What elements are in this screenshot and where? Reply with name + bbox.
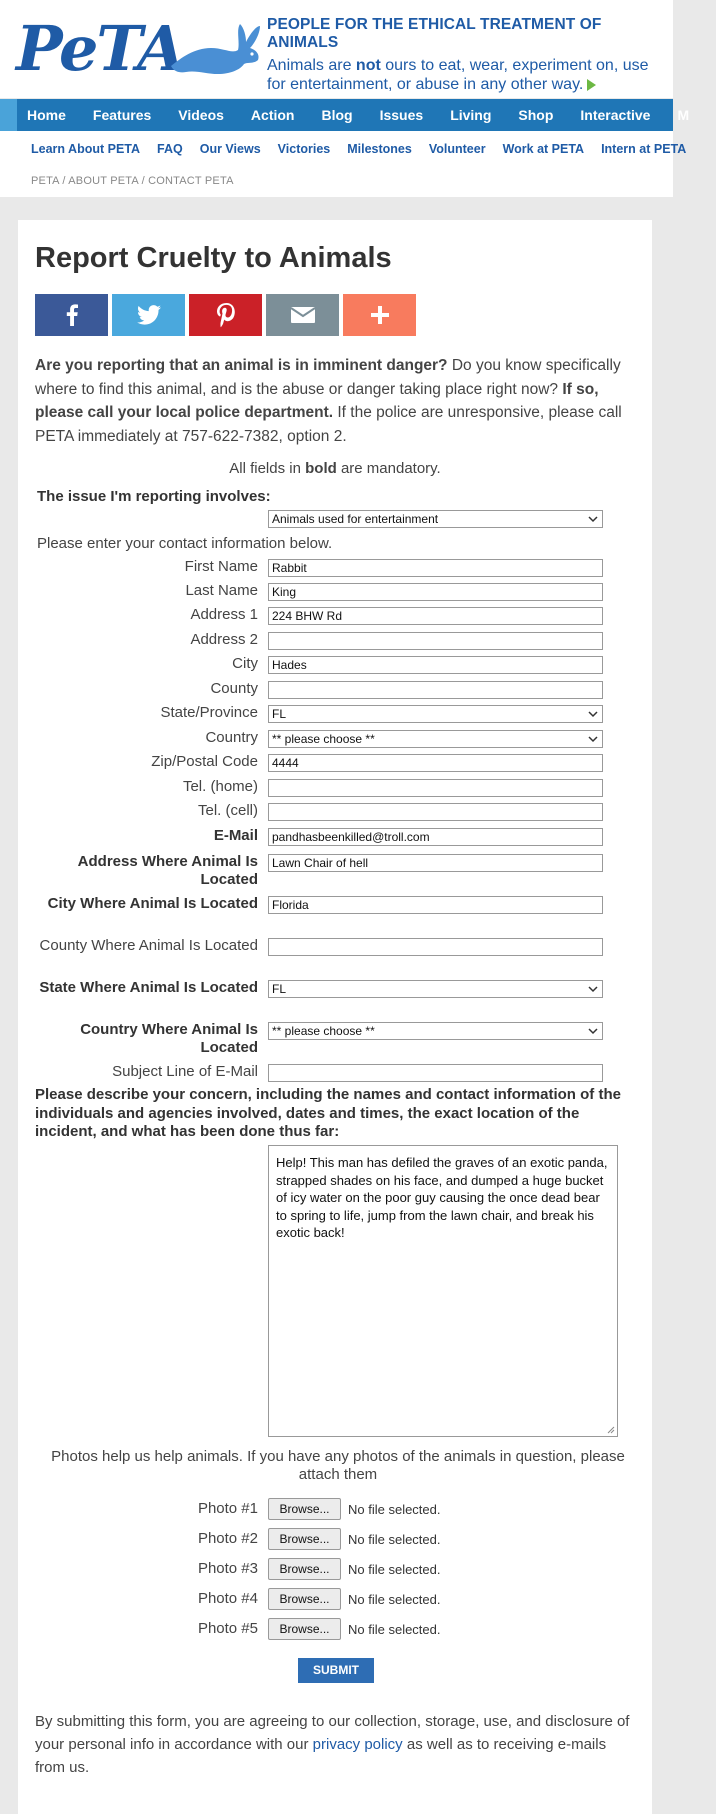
play-arrow-icon[interactable] <box>587 79 596 91</box>
state-select[interactable] <box>268 705 603 723</box>
bunny-icon <box>166 18 266 78</box>
tel-home-label: Tel. (home) <box>182 778 258 795</box>
subnav-item-views[interactable]: Our Views <box>199 142 261 156</box>
first-name-label: First Name <box>184 558 258 575</box>
nav-item-issues[interactable]: Issues <box>379 107 424 123</box>
tagline-subtitle[interactable] <box>267 56 667 94</box>
nav-item-features[interactable]: Features <box>92 107 152 123</box>
county-label: County <box>210 680 258 697</box>
mandatory-note <box>18 460 652 477</box>
email-share-button[interactable] <box>266 294 339 336</box>
mandatory-pre: All fields in <box>229 460 306 477</box>
subnav-item-volunteer[interactable]: Volunteer <box>428 142 486 156</box>
animal-state-label: State Where Animal Is Located <box>39 979 258 996</box>
main-nav <box>0 99 690 131</box>
notice-phone-text: If the police are unresponsive, please call PETA immediately at 757-622-7382, option 2. <box>35 404 622 445</box>
subnav-item-work[interactable]: Work at PETA <box>502 142 585 156</box>
browse-button[interactable]: Browse... <box>268 1618 341 1640</box>
browse-button[interactable]: Browse... <box>268 1588 341 1610</box>
chevron-down-icon <box>588 984 598 994</box>
file-status: No file selected. <box>348 1562 441 1577</box>
disclaimer-post: as well as to receiving e-mails from us. <box>35 1736 607 1776</box>
subnav-item-intern[interactable]: Intern at PETA <box>601 142 687 156</box>
email-icon <box>291 307 315 323</box>
file-status: No file selected. <box>348 1502 441 1517</box>
subnav-item-victories[interactable]: Victories <box>277 142 331 156</box>
animal-county-input[interactable] <box>268 938 603 956</box>
issue-select-value: Animals used for entertainment <box>272 512 439 526</box>
concern-label: Please describe your concern, including the names and contact information of the individuals and agencies involved, dates and times, the exact location of the incident, and what has been done thus far: <box>35 1086 621 1140</box>
twitter-icon <box>137 305 161 325</box>
submit-button[interactable]: SUBMIT <box>298 1658 374 1683</box>
disclaimer-pre: By submitting this form, you are agreeing to our collection, storage, use, and disclosure of your personal info in accordance with our <box>35 1713 630 1753</box>
photo-label: Photo #3 <box>197 1560 258 1577</box>
animal-country-label: Country Where Animal Is Located <box>80 1021 258 1056</box>
nav-item-shop[interactable]: Shop <box>518 107 554 123</box>
notice-police: If so, please call your local police department. <box>35 380 599 421</box>
issue-label: The issue I'm reporting involves: <box>37 488 271 505</box>
imminent-danger-notice <box>35 354 625 448</box>
address2-input[interactable] <box>268 632 603 650</box>
animal-country-select-value: ** please choose ** <box>272 1024 375 1038</box>
address2-label: Address 2 <box>190 631 258 648</box>
photo-label: Photo #5 <box>197 1620 258 1637</box>
address1-input[interactable]: 224 BHW Rd <box>268 607 603 625</box>
animal-state-select-value: FL <box>272 982 287 996</box>
nav-item-blog[interactable]: Blog <box>321 107 353 123</box>
privacy-disclaimer <box>35 1710 635 1779</box>
page-title: Report Cruelty to Animals <box>35 242 392 274</box>
zip-input[interactable]: 4444 <box>268 754 603 772</box>
breadcrumb-bar <box>0 167 673 197</box>
mandatory-post: are mandatory. <box>336 460 441 477</box>
chevron-down-icon <box>588 1026 598 1036</box>
subject-label: Subject Line of E-Mail <box>112 1063 258 1080</box>
county-input[interactable] <box>268 681 603 699</box>
browse-button[interactable]: Browse... <box>268 1558 341 1580</box>
pinterest-share-button[interactable] <box>189 294 262 336</box>
photo-label: Photo #1 <box>197 1500 258 1517</box>
animal-state-select[interactable] <box>268 980 603 998</box>
pinterest-icon <box>217 303 235 327</box>
nav-item-living[interactable]: Living <box>450 107 492 123</box>
photo-row <box>18 1588 652 1612</box>
email-label: E-Mail <box>213 827 258 844</box>
animal-address-input[interactable]: Lawn Chair of hell <box>268 854 603 872</box>
animal-address-label: Address Where Animal Is Located <box>77 853 258 888</box>
email-input[interactable]: pandhasbeenkilled@troll.com <box>268 828 603 846</box>
last-name-label: Last Name <box>185 582 258 599</box>
photo-label: Photo #4 <box>197 1590 258 1607</box>
nav-item-action[interactable]: Action <box>250 107 295 123</box>
city-label: City <box>232 655 258 672</box>
tagline-text-post: ours to eat, wear, experiment on, use for entertainment, or abuse in any other way. <box>267 57 649 93</box>
photo-row <box>18 1528 652 1552</box>
chevron-down-icon <box>588 514 598 524</box>
subnav-item-learn[interactable]: Learn About PETA <box>31 142 141 156</box>
photo-row <box>18 1618 652 1642</box>
facebook-share-button[interactable] <box>35 294 108 336</box>
chevron-down-icon <box>588 734 598 744</box>
photo-row <box>18 1558 652 1582</box>
animal-city-label: City Where Animal Is Located <box>47 895 258 912</box>
first-name-input[interactable]: Rabbit <box>268 559 603 577</box>
peta-logo[interactable] <box>16 14 256 84</box>
photos-note: Photos help us help animals. If you have any photos of the animals in question, please attach them <box>51 1448 625 1483</box>
state-label: State/Province <box>160 704 258 721</box>
notice-question: Are you reporting that an animal is in imminent danger? <box>35 357 448 374</box>
zip-label: Zip/Postal Code <box>151 753 258 770</box>
breadcrumb[interactable]: PETA / ABOUT PETA / CONTACT PETA <box>31 175 234 187</box>
animal-country-select[interactable] <box>268 1022 603 1040</box>
chevron-down-icon <box>588 709 598 719</box>
country-select-value: ** please choose ** <box>272 732 375 746</box>
site-header <box>0 0 673 98</box>
animal-city-input[interactable]: Florida <box>268 896 603 914</box>
city-input[interactable]: Hades <box>268 656 603 674</box>
resize-grip-icon[interactable] <box>607 1426 615 1434</box>
tagline-text-pre: Animals are <box>267 57 356 74</box>
issue-select[interactable] <box>268 510 603 528</box>
browse-button[interactable]: Browse... <box>268 1528 341 1550</box>
tagline-text-bold: not <box>355 57 381 74</box>
more-share-button[interactable] <box>343 294 416 336</box>
country-select[interactable] <box>268 730 603 748</box>
concern-text: Help! This man has defiled the graves of an exotic panda, strapped shades on his face, and dumped a huge bucket of icy water on the poor guy causing the once dead bear to spring to life, jump from the lawn chair, and break his exotic back! <box>276 1155 608 1240</box>
subnav-item-faq[interactable]: FAQ <box>157 142 183 156</box>
file-status: No file selected. <box>348 1592 441 1607</box>
logo-text: PeTA <box>16 12 184 85</box>
nav-item-interactive[interactable]: Interactive <box>580 107 651 123</box>
subject-input[interactable] <box>268 1064 603 1082</box>
photo-row <box>18 1498 652 1522</box>
country-label: Country <box>205 729 258 746</box>
plus-icon <box>371 306 389 324</box>
tagline <box>267 16 667 94</box>
file-status: No file selected. <box>348 1532 441 1547</box>
notice-text: Do you know specifically where to find this animal, and is the abuse or danger taking place right now? <box>35 357 621 398</box>
twitter-share-button[interactable] <box>112 294 185 336</box>
contact-info-label: Please enter your contact information below. <box>37 535 333 552</box>
tagline-title: PEOPLE FOR THE ETHICAL TREATMENT OF ANIMALS <box>267 16 602 51</box>
state-select-value: FL <box>272 707 287 721</box>
concern-textarea[interactable] <box>268 1145 618 1437</box>
nav-item-videos[interactable]: Videos <box>178 107 224 123</box>
nav-item-home[interactable]: Home <box>27 107 66 123</box>
animal-county-label: County Where Animal Is Located <box>39 937 258 954</box>
facebook-icon <box>65 304 79 326</box>
browse-button[interactable]: Browse... <box>268 1498 341 1520</box>
subnav-item-milestones[interactable]: Milestones <box>347 142 412 156</box>
content-card <box>18 220 652 1814</box>
tel-home-input[interactable] <box>268 779 603 797</box>
share-bar <box>35 294 420 336</box>
sub-nav <box>0 131 687 167</box>
mandatory-bold: bold <box>305 460 337 477</box>
privacy-policy-link[interactable]: privacy policy <box>312 1736 403 1753</box>
file-status: No file selected. <box>348 1622 441 1637</box>
last-name-input[interactable]: King <box>268 583 603 601</box>
tel-cell-input[interactable] <box>268 803 603 821</box>
tel-cell-label: Tel. (cell) <box>197 802 258 819</box>
nav-item-more[interactable]: M <box>677 107 690 123</box>
address1-label: Address 1 <box>190 606 258 623</box>
nav-accent <box>0 99 17 131</box>
photo-label: Photo #2 <box>197 1530 258 1547</box>
